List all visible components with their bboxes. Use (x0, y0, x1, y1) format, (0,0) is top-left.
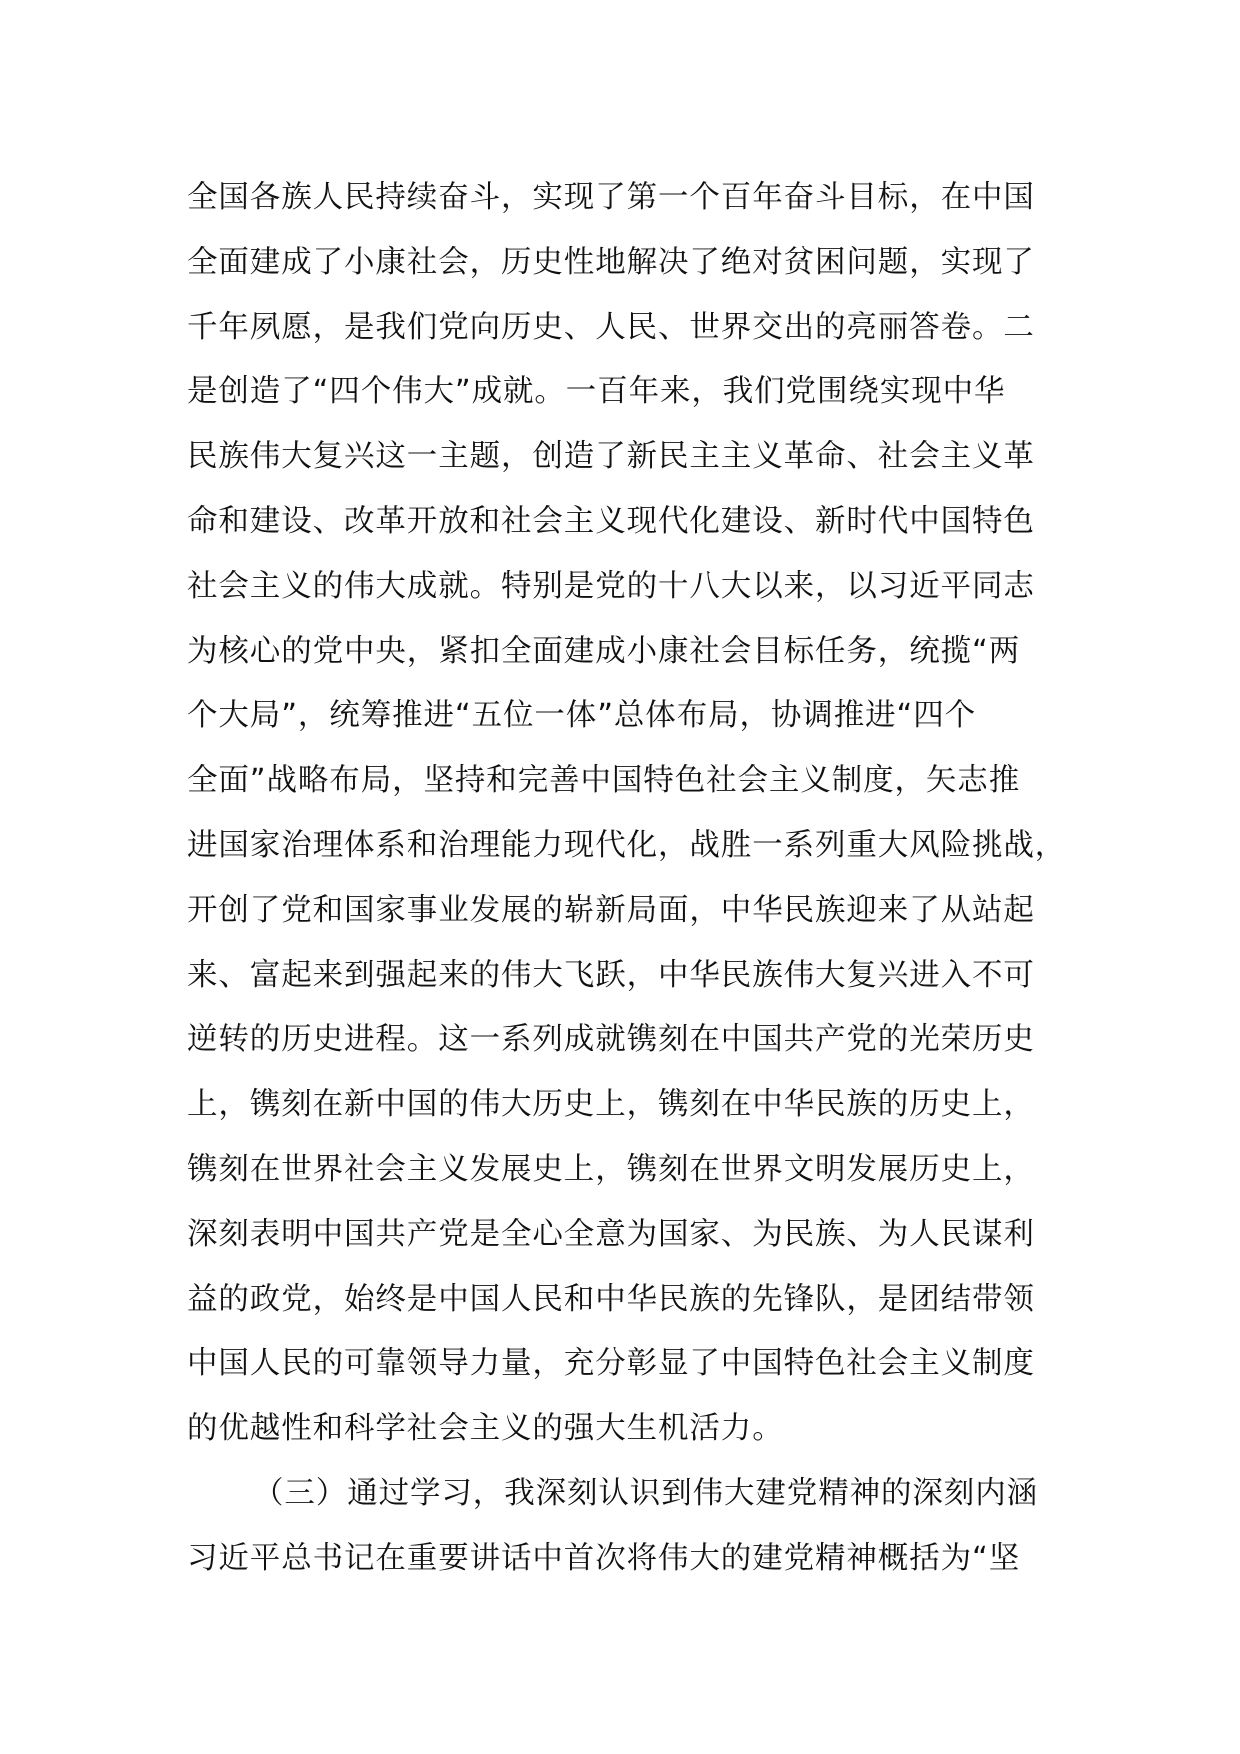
body-text (187, 166, 1067, 1592)
text-line: 上，镌刻在新中国的伟大历史上，镌刻在中华民族的历史上， (187, 1087, 1035, 1123)
text-line: 中国人民的可靠领导力量，充分彰显了中国特色社会主义制度 (187, 1346, 1035, 1382)
text-line: 命和建设、改革开放和社会主义现代化建设、新时代中国特色 (187, 503, 1035, 539)
text-line: 来、富起来到强起来的伟大飞跃，中华民族伟大复兴进入不可 (187, 957, 1035, 993)
text-line: 千年夙愿，是我们党向历史、人民、世界交出的亮丽答卷。二 (187, 309, 1035, 345)
text-line: 全面建成了小康社会，历史性地解决了绝对贫困问题，实现了 (187, 244, 1035, 280)
text-line: 为核心的党中央，紧扣全面建成小康社会目标任务，统揽“两 (187, 633, 1021, 669)
text-line: 益的政党，始终是中国人民和中华民族的先锋队，是团结带领 (187, 1281, 1035, 1317)
text-line: 开创了党和国家事业发展的崭新局面，中华民族迎来了从站起 (187, 892, 1035, 928)
text-line: 进国家治理体系和治理能力现代化，战胜一系列重大风险挑战， (187, 827, 1067, 863)
text-line: 是创造了“四个伟大”成就。一百年来，我们党围绕实现中华 (187, 374, 1006, 410)
text-line: 逆转的历史进程。这一系列成就镌刻在中国共产党的光荣历史 (187, 1022, 1035, 1058)
text-line: 镌刻在世界社会主义发展史上，镌刻在世界文明发展历史上， (187, 1151, 1035, 1187)
text-line: 个大局”，统筹推进“五位一体”总体布局，协调推进“四个 (187, 698, 977, 734)
text-line: 民族伟大复兴这一主题，创造了新民主主义革命、社会主义革 (187, 439, 1035, 475)
section-heading: （三）通过学习，我深刻认识到伟大建党精神的深刻内涵 (253, 1475, 1038, 1511)
text-line: 社会主义的伟大成就。特别是党的十八大以来，以习近平同志 (187, 568, 1035, 604)
text-line: 的优越性和科学社会主义的强大生机活力。 (187, 1411, 784, 1447)
text-line: 习近平总书记在重要讲话中首次将伟大的建党精神概括为“坚 (187, 1540, 1021, 1576)
text-line: 深刻表明中国共产党是全心全意为国家、为民族、为人民谋利 (187, 1216, 1035, 1252)
text-line: 全国各族人民持续奋斗，实现了第一个百年奋斗目标，在中国 (187, 180, 1035, 215)
text-line: 全面”战略布局，坚持和完善中国特色社会主义制度，矢志推 (187, 763, 1021, 799)
